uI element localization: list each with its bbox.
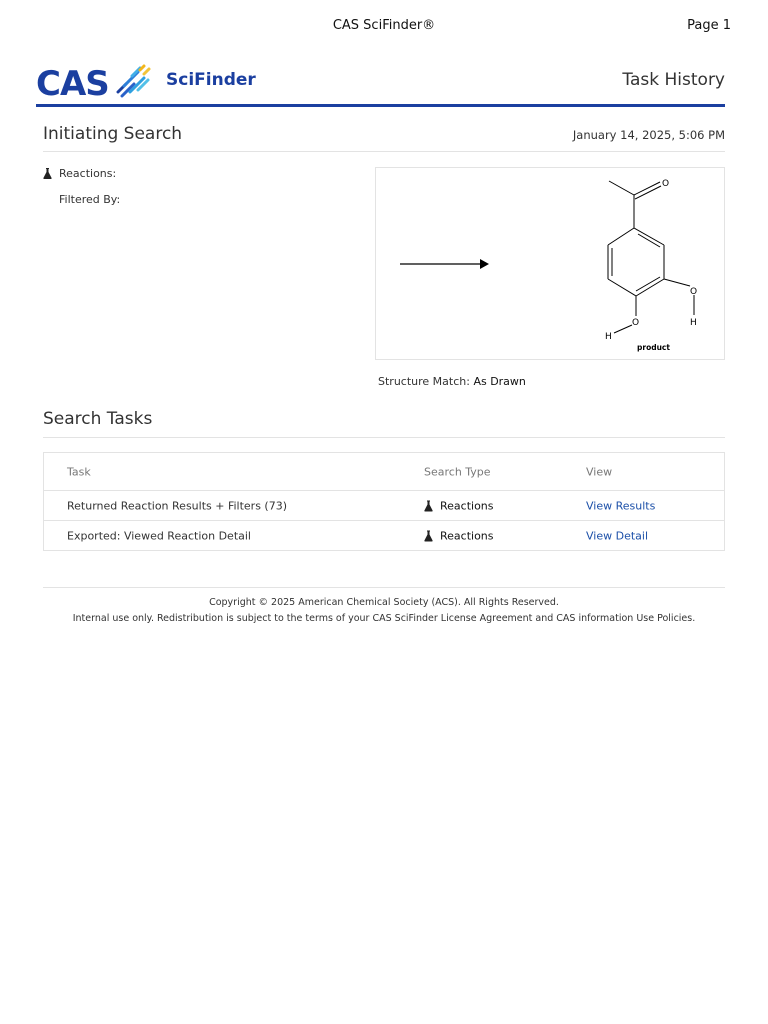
filtered-by-label: Filtered By:	[59, 192, 121, 206]
role-label: product	[637, 343, 670, 352]
atom-label-o: O	[632, 318, 640, 328]
initiating-search-header	[43, 124, 725, 152]
reaction-arrow	[400, 259, 489, 269]
atom-label-o: O	[690, 287, 698, 297]
page-number: Page 1	[687, 18, 731, 33]
atom-label-o: O	[662, 179, 670, 189]
task-name: Returned Reaction Results + Filters (73)	[67, 499, 287, 512]
product-name: SciFinder	[166, 70, 256, 90]
task-name: Exported: Viewed Reaction Detail	[67, 529, 251, 542]
copyright-text: Copyright © 2025 American Chemical Society (ACS). All Rights Reserved.	[209, 597, 559, 608]
structure-match-value: As Drawn	[473, 375, 526, 388]
search-type-label: Reactions	[440, 499, 494, 512]
reactions-label: Reactions:	[59, 166, 117, 180]
print-title: CAS SciFinder®	[332, 18, 436, 33]
cas-logo-mark-icon	[114, 62, 152, 100]
search-tasks-title: Search Tasks	[43, 409, 153, 429]
initiating-search-title: Initiating Search	[43, 124, 183, 144]
column-header-task: Task	[67, 465, 91, 478]
search-type	[424, 499, 494, 512]
flask-icon	[43, 168, 52, 179]
footer	[43, 587, 725, 626]
search-tasks-header	[43, 409, 725, 438]
structure-match-label: Structure Match:	[378, 375, 470, 388]
molecule-product	[608, 181, 694, 333]
atom-label-h: H	[690, 318, 697, 328]
column-header-view: View	[586, 465, 613, 478]
structure-match	[378, 375, 526, 388]
search-type-label: Reactions	[440, 529, 494, 542]
view-results-link[interactable]: View Results	[586, 499, 656, 512]
flask-icon	[424, 500, 433, 511]
search-type	[424, 529, 494, 542]
tasks-table	[43, 452, 725, 551]
usage-notice: Internal use only. Redistribution is subject to the terms of your CAS SciFinder License Agreement and CAS information Use Policies.	[72, 612, 696, 624]
brand-bar	[36, 60, 725, 107]
table-row	[44, 520, 724, 550]
page-title: Task History	[622, 70, 725, 90]
cas-logo: CAS	[36, 64, 109, 104]
table-row	[44, 490, 724, 520]
flask-icon	[424, 530, 433, 541]
structure-diagram	[375, 167, 725, 360]
search-parameters	[43, 166, 120, 206]
column-header-search-type: Search Type	[424, 465, 491, 478]
search-date: January 14, 2025, 5:06 PM	[572, 128, 725, 142]
table-header-row	[44, 453, 724, 490]
print-header	[0, 18, 768, 36]
view-detail-link[interactable]: View Detail	[586, 529, 649, 542]
atom-label-h: H	[605, 332, 612, 342]
